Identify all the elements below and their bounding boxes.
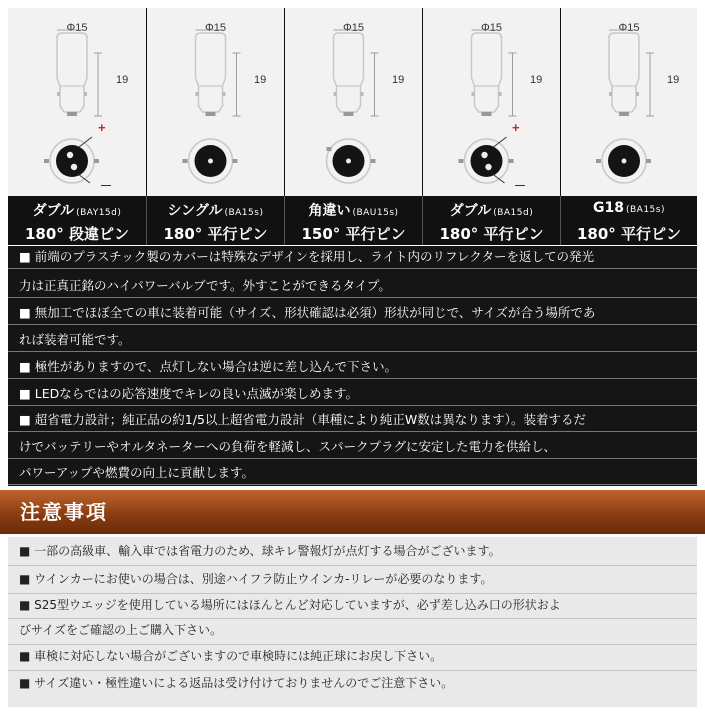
pin-angle: 180° 平行ピン	[439, 225, 544, 243]
caution-item: ■ ウインカーにお使いの場合は、別途ハイフラ防止ウインカ-リレーが必要のなります。	[19, 572, 493, 586]
contact-center	[208, 159, 213, 164]
caution-title: 注意事項	[20, 500, 108, 524]
bulb-diagram	[423, 8, 560, 196]
pin-angle: 180° 段違ピン	[24, 225, 130, 243]
pin-right	[84, 92, 87, 96]
pin-left	[609, 92, 612, 96]
pin-right	[233, 159, 238, 163]
base-contact	[206, 112, 216, 116]
bulb-card	[423, 8, 560, 245]
bulb-diagram	[8, 8, 146, 196]
plus-sign: +	[98, 120, 106, 135]
caution-item: びサイズをご確認の上ご購入下さい。	[19, 623, 223, 637]
pin-left	[57, 92, 60, 96]
height-label: 19	[254, 74, 267, 86]
contact-bottom	[71, 164, 77, 170]
pin-left	[327, 147, 332, 151]
pin-angle: 150° 平行ピン	[301, 225, 406, 243]
caution-header	[0, 490, 705, 534]
caution-item: ■ 一部の高級車、輸入車では省電力のため、球キレ警報灯が点灯する場合がございます。	[19, 544, 501, 558]
bulb-type-name: 角違い (BAU15s)	[308, 203, 399, 219]
height-label: 19	[116, 74, 129, 86]
bulb-type-name: ダブル (BAY15d)	[32, 203, 122, 219]
feature-line: ■ 無加工でほぼ全ての車に装着可能（サイズ、形状確認は必須）形状が同じで、サイズが合う場所であ	[8, 302, 697, 325]
bulb-drawing	[8, 8, 146, 196]
bulb-diagram	[147, 8, 284, 196]
bulb-type-name: G18 (BA15s)	[593, 200, 665, 216]
bulb-card	[285, 8, 422, 245]
base-contact	[344, 112, 354, 116]
pin-left	[459, 159, 464, 163]
bulb-card	[561, 8, 697, 245]
diameter-label: Φ15	[204, 22, 226, 34]
pin-angle: 180° 平行ピン	[163, 225, 268, 243]
contact-center	[622, 159, 627, 164]
height-label: 19	[667, 74, 680, 86]
bulb-drawing	[285, 8, 422, 196]
caution-list	[8, 537, 697, 707]
height-label: 19	[530, 74, 543, 86]
minus-sign: —	[515, 180, 525, 191]
divider	[8, 565, 697, 566]
pin-right	[636, 92, 639, 96]
pin-right	[509, 159, 514, 163]
diameter-label: Φ15	[618, 22, 640, 34]
feature-line: ■ 極性がありますので、点灯しない場合は逆に差し込んで下さい。	[8, 356, 697, 379]
pin-angle: 180° 平行ピン	[576, 225, 682, 243]
base-contact	[619, 112, 629, 116]
caution-item: ■ 車検に対応しない場合がございますので車検時には純正球にお戻し下さい。	[19, 649, 443, 663]
divider	[8, 670, 697, 671]
pin-right	[361, 92, 364, 96]
bulb-type-name: ダブル (BA15d)	[449, 203, 534, 219]
bulb-drawing	[147, 8, 284, 196]
contact-top	[481, 152, 487, 158]
caution-item: ■ S25型ウエッジを使用している場所にはほんとんど対応していますが、必ず差し込み口の形状およ	[19, 598, 561, 612]
pin-left	[596, 159, 601, 163]
height-label: 19	[392, 74, 405, 86]
bulb-type-name: シングル (BA15s)	[167, 203, 264, 219]
pin-right	[499, 92, 502, 96]
pin-right	[94, 159, 99, 163]
bulb-outline	[334, 33, 364, 112]
minus-sign: —	[101, 180, 111, 191]
bulb-card	[8, 8, 146, 245]
bulb-diagram	[561, 8, 697, 196]
bulb-card	[147, 8, 284, 245]
pin-left	[44, 159, 49, 163]
caution-item: ■ サイズ違い・極性違いによる返品は受け付けておりませんのでご注意下さい。	[19, 676, 454, 690]
socket-face	[56, 145, 88, 177]
bulb-drawing	[561, 8, 697, 196]
bulb-outline	[196, 33, 226, 112]
feature-line: れば装着可能です。	[8, 329, 697, 352]
diameter-label: Φ15	[66, 22, 88, 34]
pin-right	[223, 92, 226, 96]
diameter-label: Φ15	[480, 22, 502, 34]
pin-right	[646, 159, 651, 163]
feature-line: パワーアップや燃費の向上に貢献します。	[8, 462, 697, 485]
diameter-label: Φ15	[342, 22, 364, 34]
pin-left	[196, 92, 199, 96]
pin-right	[371, 159, 376, 163]
contact-bottom	[485, 164, 491, 170]
feature-list	[8, 246, 697, 486]
feature-line: ■ 前端のプラスチック製のカバーは特殊なデザインを採用し、ライト内のリフレクターを返しての発光	[8, 246, 697, 269]
pin-left	[472, 92, 475, 96]
bulb-outline	[609, 33, 639, 112]
plus-sign: +	[512, 120, 520, 135]
base-contact	[67, 112, 77, 116]
socket-face	[471, 145, 503, 177]
contact-top	[67, 152, 73, 158]
bulb-type-panel	[8, 8, 697, 245]
bulb-drawing	[423, 8, 560, 196]
feature-line: ■ 超省電力設計；純正品の約1/5以上超省電力設計（車種により純正W数は異なります）。装着するだ	[8, 409, 697, 432]
bulb-outline	[57, 33, 87, 112]
bulb-outline	[472, 33, 502, 112]
contact-center	[346, 159, 351, 164]
pin-left	[183, 159, 188, 163]
feature-line: ■ LEDならではの応答速度でキレの良い点滅が楽しめます。	[8, 383, 697, 406]
pin-left	[334, 92, 337, 96]
feature-line: けでバッテリーやオルタネーターへの負荷を軽減し、スパークプラグに安定した電力を供給し、	[8, 436, 697, 459]
base-contact	[482, 112, 492, 116]
bulb-diagram	[285, 8, 422, 196]
feature-line: 力は正真正銘のハイパワーバルブです。外すことができるタイプ。	[8, 275, 697, 298]
